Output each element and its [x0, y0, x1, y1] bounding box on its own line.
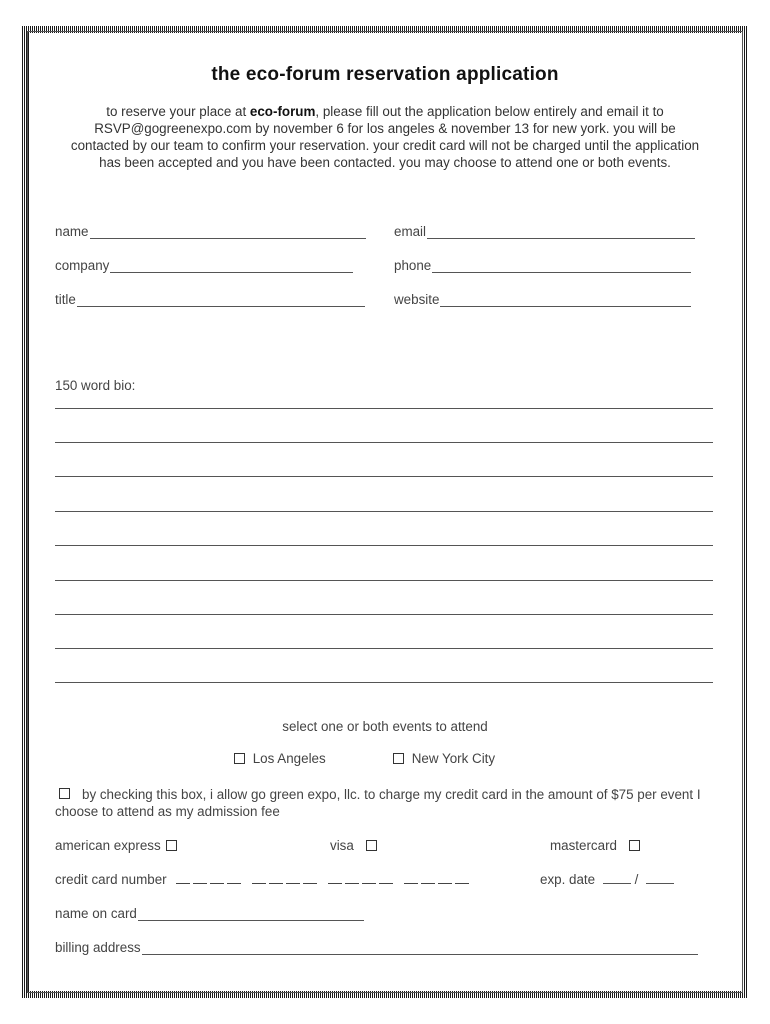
company-line[interactable] [110, 261, 353, 273]
website-field[interactable] [394, 292, 691, 307]
phone-field[interactable] [394, 258, 691, 273]
billing-address-label: billing address [55, 940, 141, 955]
card-amex[interactable] [55, 838, 177, 853]
bio-line[interactable] [55, 408, 713, 409]
cc-number-slots[interactable] [176, 872, 480, 887]
event-los-angeles[interactable] [234, 751, 326, 766]
cc-digit-group[interactable] [328, 872, 396, 887]
bio-line[interactable] [55, 476, 713, 477]
card-mastercard[interactable] [550, 838, 640, 853]
exp-date-row[interactable] [540, 872, 674, 887]
consent-text: by checking this box, i allow go green expo, llc. to charge my credit card in the amount of $75 per event I choose to attend as my admission fee [55, 787, 701, 819]
checkbox-new-york[interactable] [393, 753, 404, 764]
event-label: Los Angeles [252, 751, 326, 766]
intro-before: to reserve your place at [106, 104, 250, 119]
billing-address-field[interactable] [55, 940, 698, 955]
intro-after: , please fill out the application below entirely and email it to RSVP@gogreenexpo.com by november 6 for los angeles & november 13 for new york. you will be contacted by our team to confirm your reservation. your credit card will not be charged until the application has been accepted and you have been contacted. you may choose to attend one or both events. [70, 104, 700, 170]
title-line[interactable] [77, 295, 365, 307]
checkbox-amex[interactable] [166, 840, 177, 851]
name-on-card-line[interactable] [138, 909, 364, 921]
card-visa[interactable] [330, 838, 377, 853]
exp-date-label: exp. date [540, 872, 596, 887]
cc-digit-group[interactable] [176, 872, 244, 887]
phone-line[interactable] [432, 261, 691, 273]
event-label: New York City [411, 751, 496, 766]
bio-line[interactable] [55, 580, 713, 581]
email-line[interactable] [427, 227, 695, 239]
checkbox-visa[interactable] [366, 840, 377, 851]
name-line[interactable] [90, 227, 366, 239]
bio-line[interactable] [55, 648, 713, 649]
bio-label: 150 word bio: [55, 378, 136, 393]
card-label: visa [330, 838, 354, 853]
website-line[interactable] [440, 295, 691, 307]
name-field[interactable] [55, 224, 366, 239]
company-label: company [55, 258, 110, 273]
cc-number-label: credit card number [55, 872, 167, 887]
name-label: name [55, 224, 89, 239]
phone-label: phone [394, 258, 432, 273]
bio-line[interactable] [55, 682, 713, 683]
billing-address-line[interactable] [142, 943, 698, 955]
cc-number-row[interactable] [55, 872, 480, 887]
event-new-york[interactable] [393, 751, 495, 766]
cc-digit-group[interactable] [404, 872, 472, 887]
form-title: the eco-forum reservation application [211, 64, 559, 85]
exp-year-line[interactable] [646, 872, 674, 884]
checkbox-los-angeles[interactable] [234, 753, 245, 764]
email-field[interactable] [394, 224, 695, 239]
exp-month-line[interactable] [603, 872, 631, 884]
card-label: mastercard [550, 838, 617, 853]
bio-line[interactable] [55, 511, 713, 512]
cc-digit-group[interactable] [252, 872, 320, 887]
email-label: email [394, 224, 426, 239]
bio-line[interactable] [55, 545, 713, 546]
title-field[interactable] [55, 292, 365, 307]
company-field[interactable] [55, 258, 353, 273]
bio-line[interactable] [55, 614, 713, 615]
exp-sep: / [634, 872, 639, 887]
checkbox-mastercard[interactable] [629, 840, 640, 851]
website-label: website [394, 292, 440, 307]
card-label: american express [55, 838, 161, 853]
bio-line[interactable] [55, 442, 713, 443]
intro-paragraph [70, 103, 700, 171]
name-on-card-field[interactable] [55, 906, 364, 921]
title-label: title [55, 292, 76, 307]
name-on-card-label: name on card [55, 906, 137, 921]
events-prompt: select one or both events to attend [282, 719, 488, 734]
intro-brand: eco-forum [249, 104, 316, 119]
